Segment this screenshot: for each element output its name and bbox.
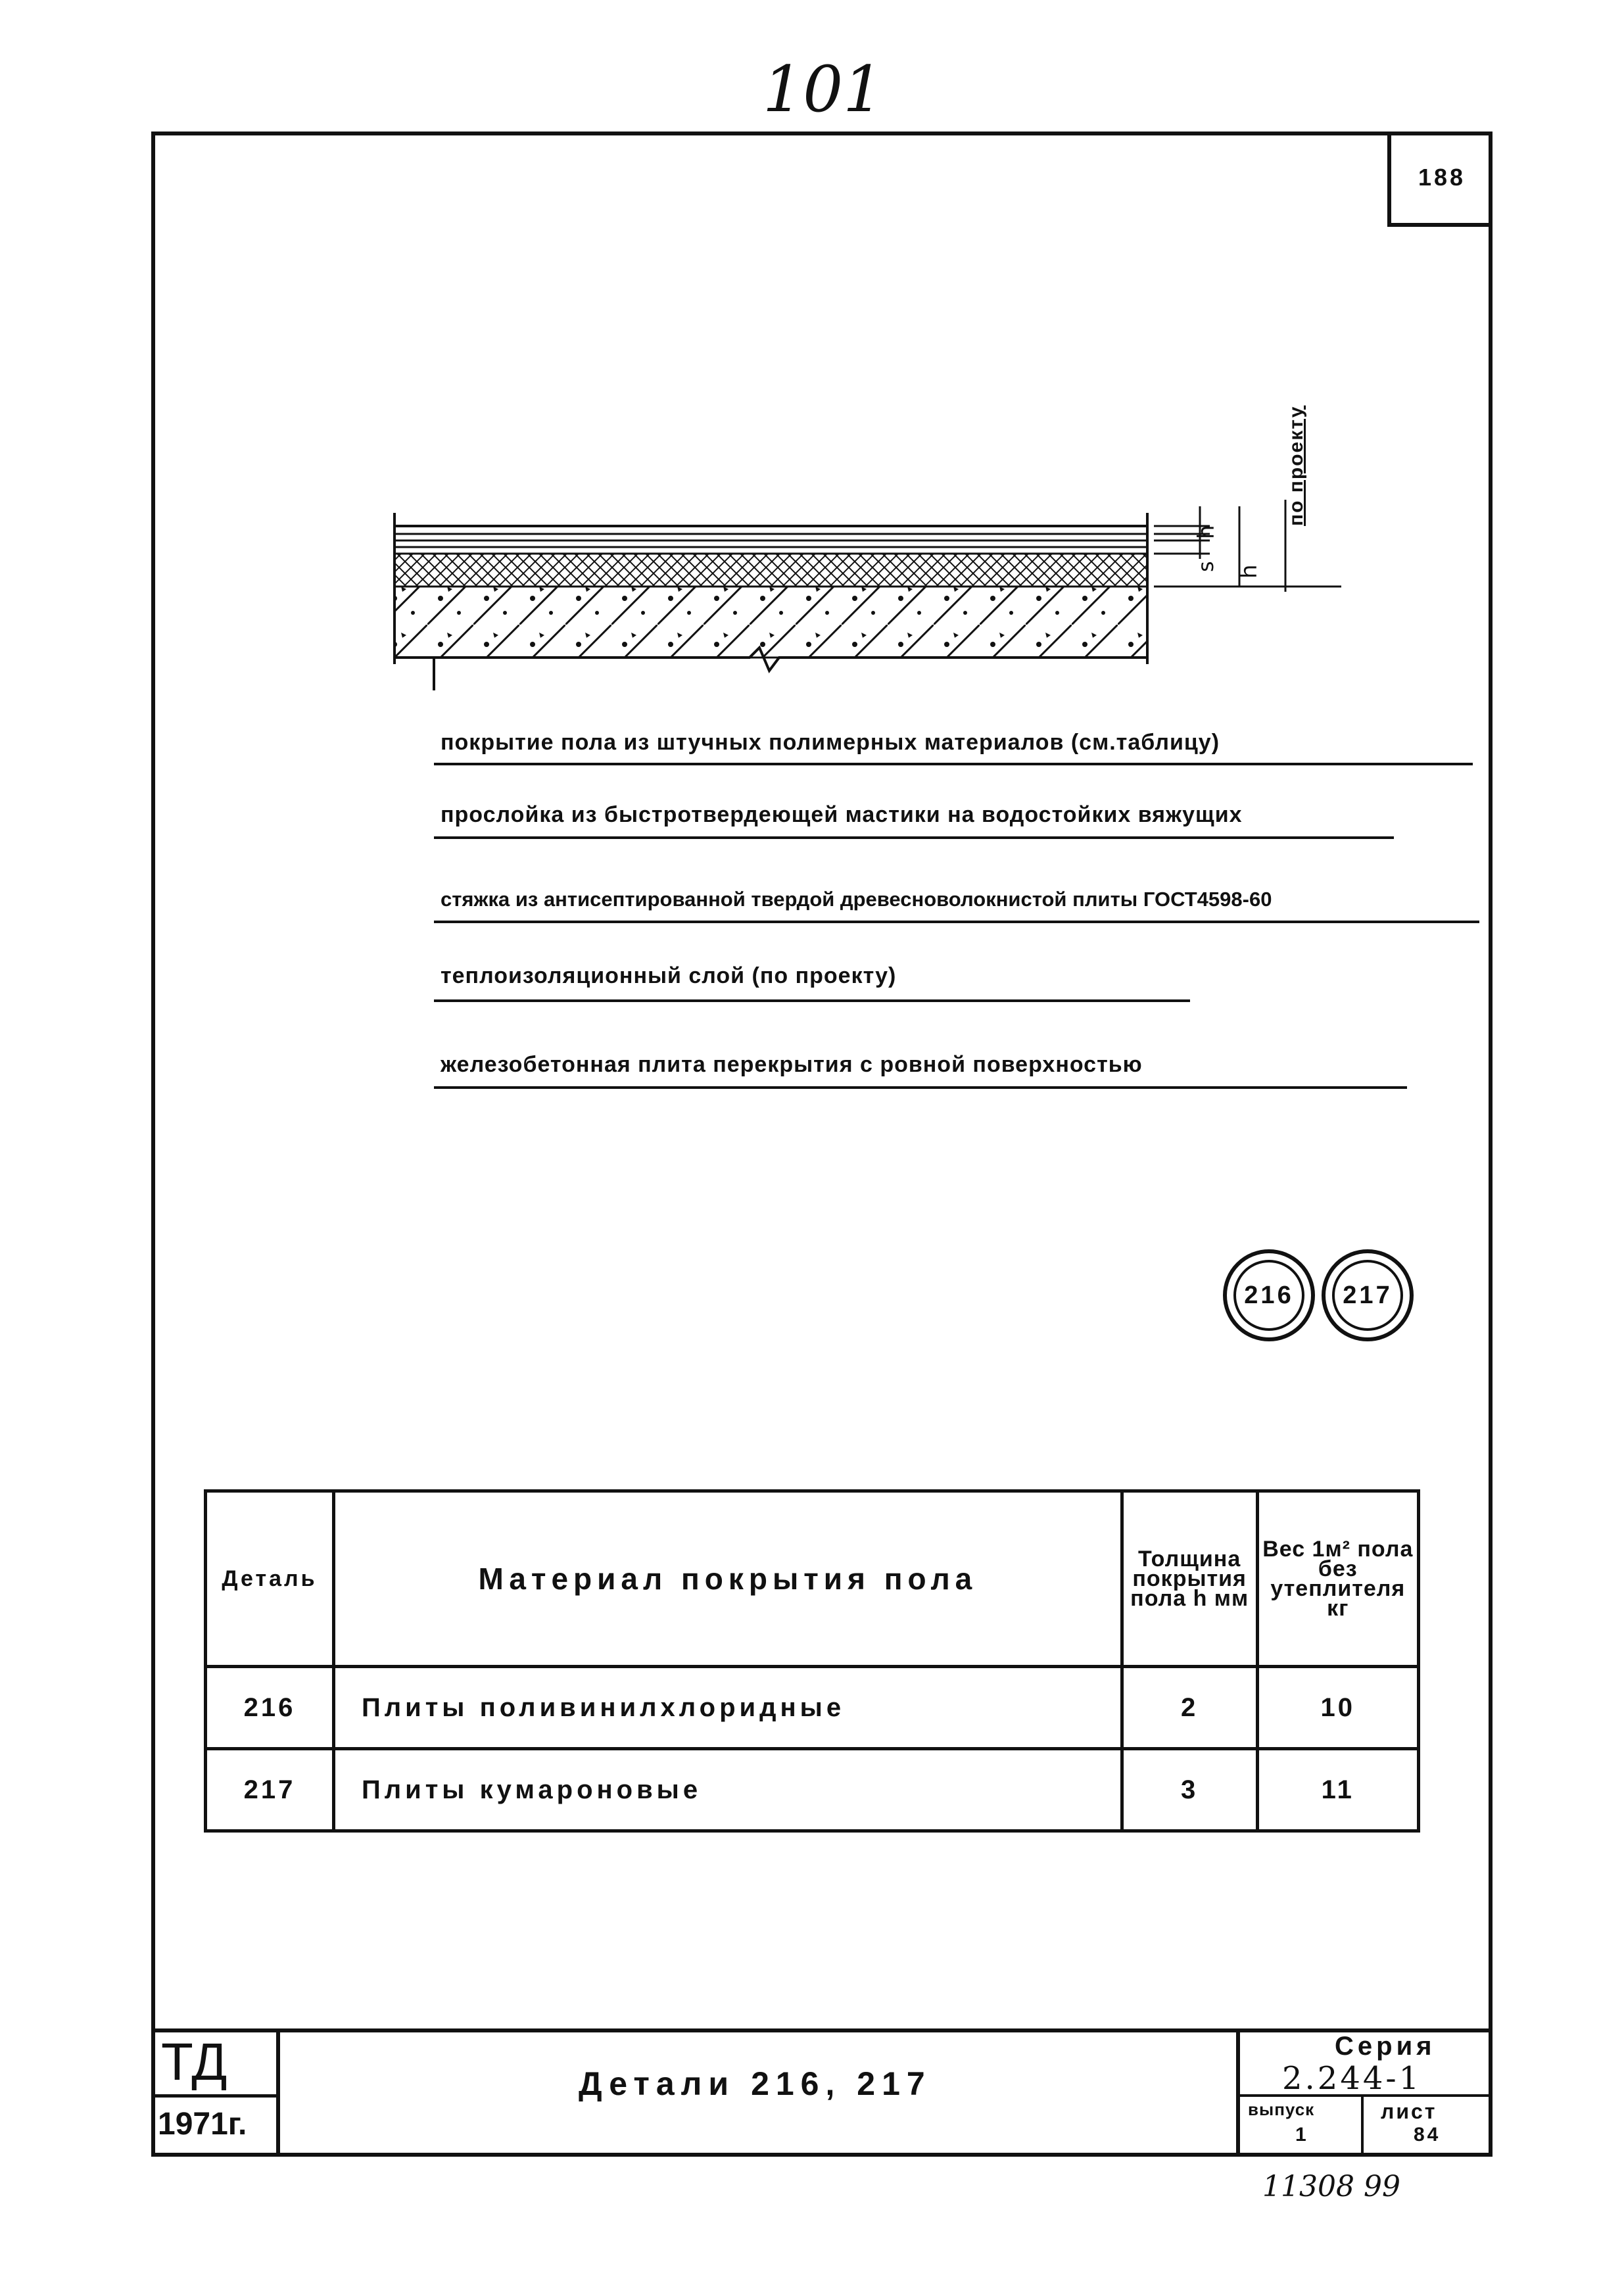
layer-label-1: покрытие пола из штучных полимерных материалов (см.таблицу) (441, 730, 1220, 755)
detail-marker-217 (1322, 1249, 1414, 1341)
layer-underline-3 (434, 921, 1479, 923)
year: 1971г. (158, 2107, 247, 2142)
sheet-label: лист (1381, 2099, 1437, 2123)
table-row (206, 1667, 1419, 1749)
dim-h-total: h (1236, 564, 1262, 579)
org-code: ТД (161, 2032, 227, 2091)
cell-detail: 216 (206, 1667, 334, 1749)
drawing-title: Детали 216, 217 (579, 2065, 932, 2102)
footer-note: 11308 99 (1262, 2170, 1400, 2203)
table-row (206, 1749, 1419, 1831)
sheet-corner-number: 188 (1387, 132, 1493, 227)
layer-label-2: прослойка из быстротвердеющей мастики на водостойких вяжущих (441, 802, 1243, 827)
series-value: 2.244-1 (1282, 2060, 1422, 2097)
dim-po-proektu: по проекту (1285, 405, 1307, 526)
layer-underline-2 (434, 836, 1394, 839)
layer-label-5: железобетонная плита перекрытия с ровной поверхностью (441, 1052, 1143, 1077)
detail-marker-216-label: 216 (1233, 1260, 1304, 1331)
header-material: Материал покрытия пола (333, 1491, 1122, 1667)
dim-h-small: h (1193, 525, 1220, 539)
header-detail: Деталь (206, 1491, 334, 1667)
issue-label: выпуск (1248, 2099, 1315, 2119)
series-label: Серия (1335, 2032, 1436, 2061)
sheet-value: 84 (1414, 2124, 1441, 2146)
cell-weight: 11 (1257, 1749, 1418, 1831)
header-weight: Вес 1м² пола без утеплителя кг (1257, 1491, 1418, 1667)
title-block (151, 2028, 1493, 2157)
cell-material: Плиты поливинилхлоридные (333, 1667, 1122, 1749)
layer-underline-1 (434, 763, 1473, 765)
page-number: 101 (763, 53, 884, 126)
cell-material: Плиты кумароновые (333, 1749, 1122, 1831)
detail-marker-217-label: 217 (1332, 1260, 1403, 1331)
cell-thickness: 3 (1122, 1749, 1257, 1831)
layer-underline-4 (434, 999, 1190, 1002)
layer-label-4: теплоизоляционный слой (по проекту) (441, 963, 897, 988)
header-thickness: Толщина покрытия пола h мм (1122, 1491, 1257, 1667)
dim-s: s (1193, 561, 1218, 572)
materials-table (204, 1489, 1420, 1833)
cell-weight: 10 (1257, 1667, 1418, 1749)
cell-thickness: 2 (1122, 1667, 1257, 1749)
issue-value: 1 (1295, 2124, 1309, 2146)
floor-section-drawing (381, 348, 1354, 690)
table-header-row (206, 1491, 1419, 1667)
section-layers (394, 513, 1147, 690)
layer-label-3: стяжка из антисептированной твердой древесноволокнистой плиты ГОСТ4598-60 (441, 888, 1272, 911)
detail-marker-216 (1223, 1249, 1315, 1341)
cell-detail: 217 (206, 1749, 334, 1831)
layer-underline-5 (434, 1086, 1407, 1089)
